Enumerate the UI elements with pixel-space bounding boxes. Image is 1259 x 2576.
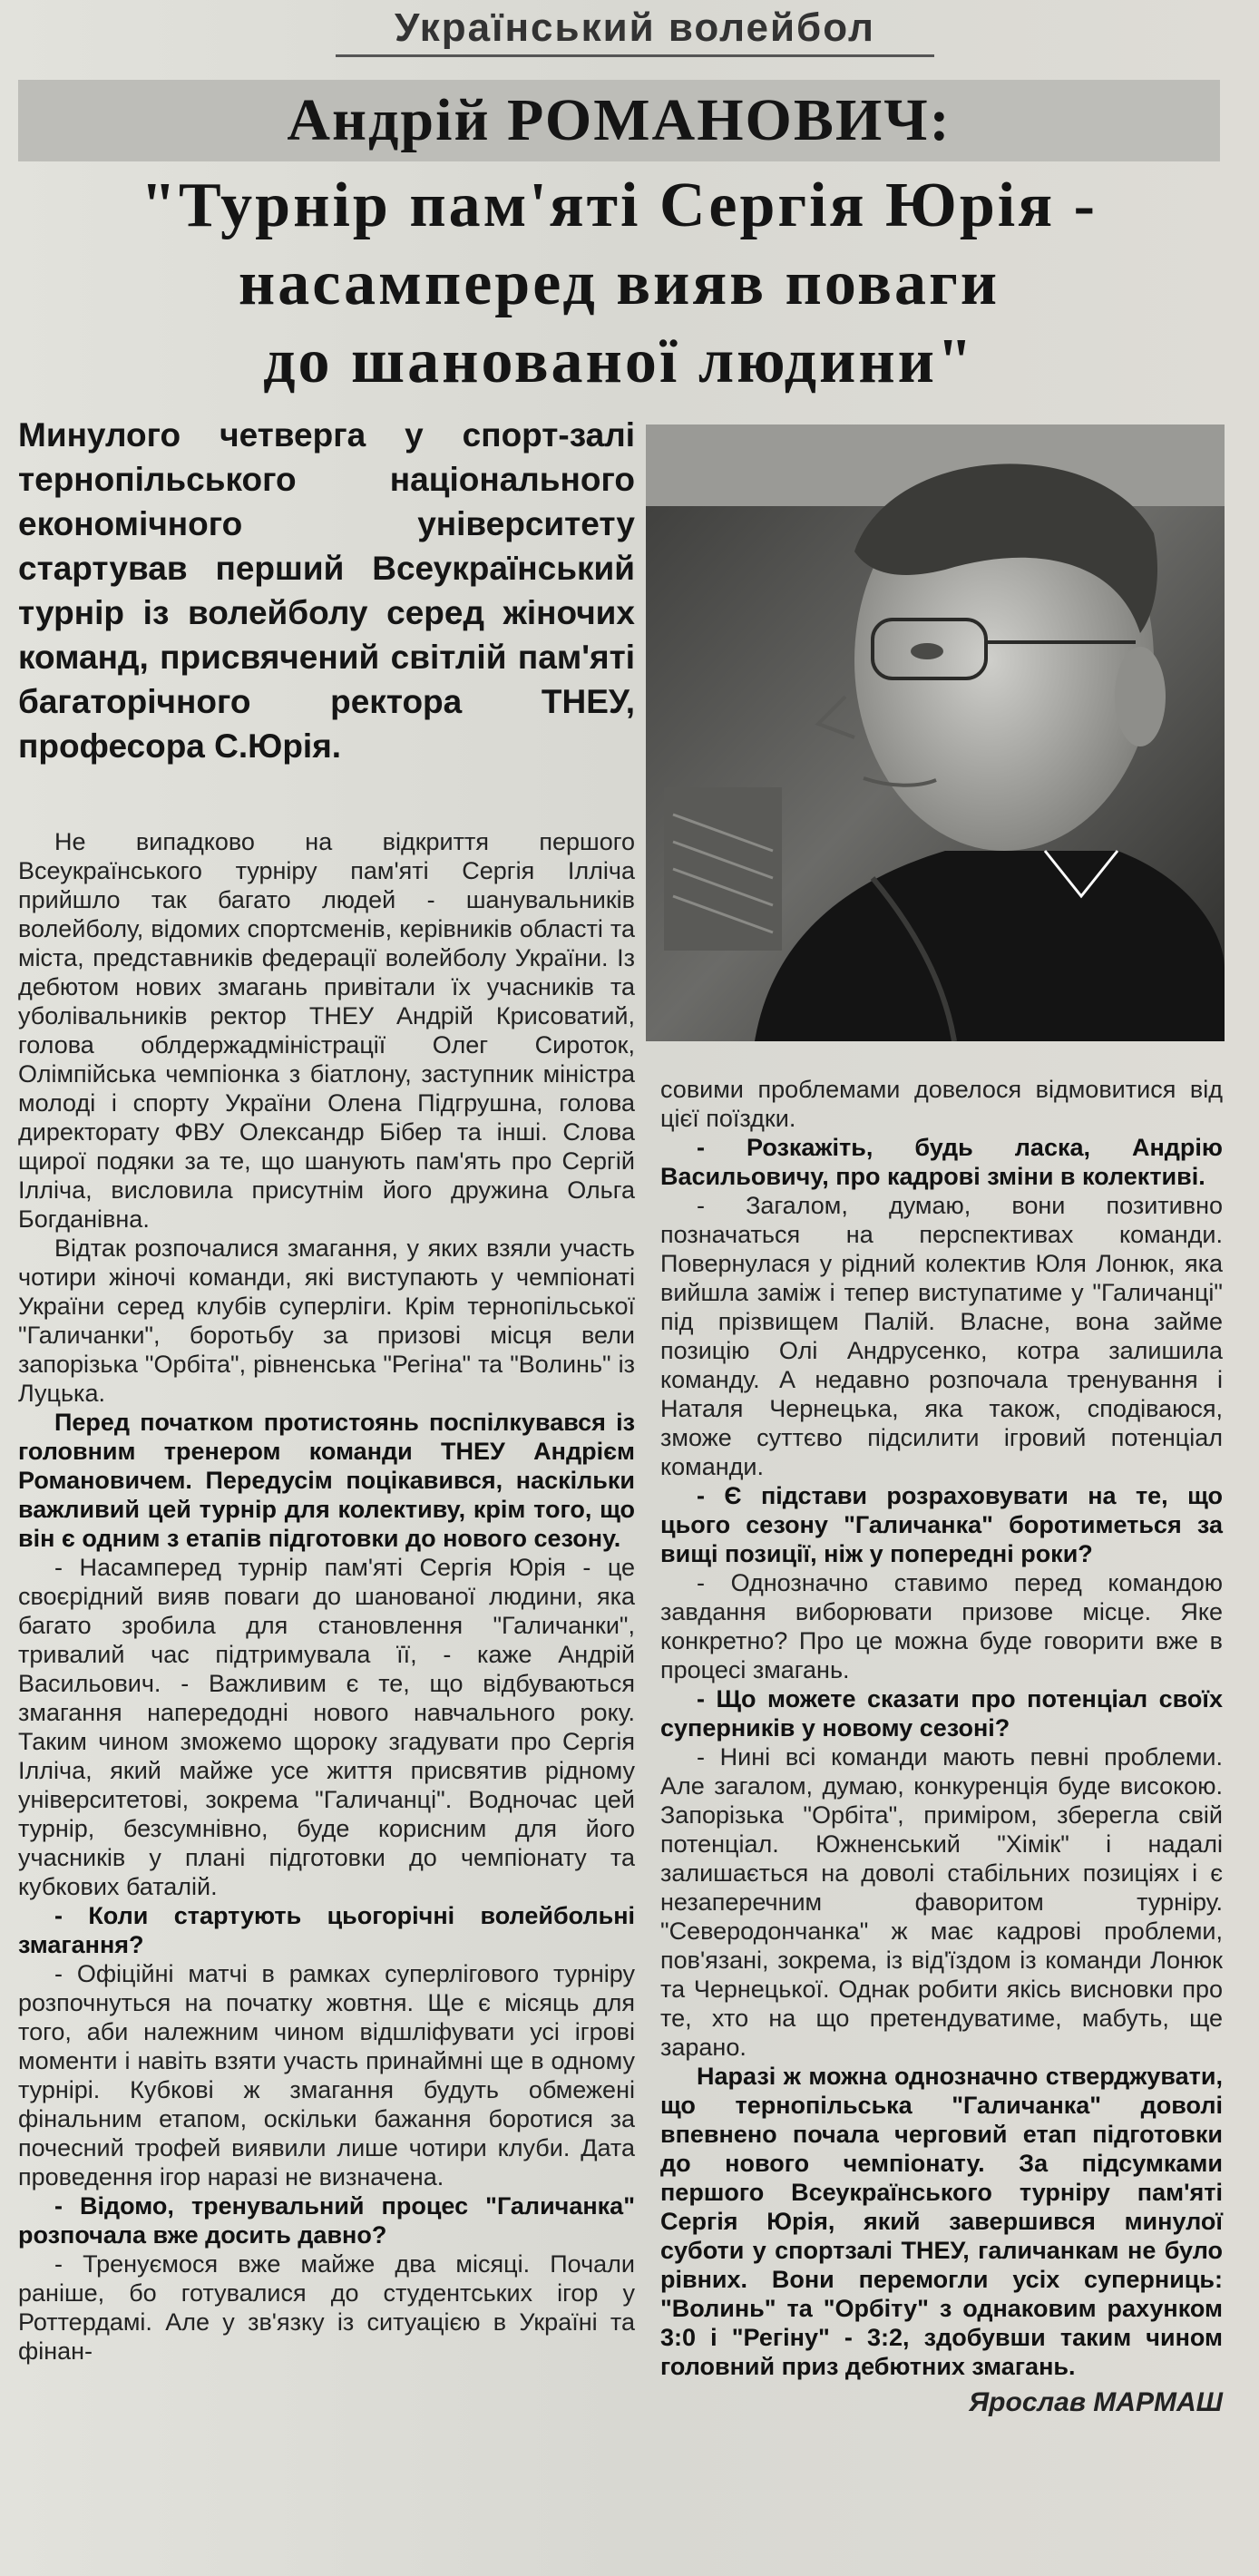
interviewee-name: Андрій РОМАНОВИЧ:: [287, 87, 952, 153]
interview-question: - Розкажіть, будь ласка, Андрію Васильовичу, про кадрові зміни в колективі.: [660, 1134, 1223, 1190]
body-paragraph: Не випадково на відкриття першого Всеукраїнського турніру пам'яті Сергія Ілліча прийшло так багато людей - шанувальників волейболу, відомих спортсменів, керівників області та міста, представників федерації волейболу України. Із дебютом нових змагань привітали їх учасників та уболівальників ректор ТНЕУ Андрій Крисоватий, голова облдержадміністрації Олег Сироток, Олімпійська чемпіонка з біатлону, заступник міністра молоді і спорту України Олена Підгрушна, голова директорату ФВУ Олександр Бібер та інші. Слова щирої подяки за те, що шанують пам'ять про Сергій Ілліча, висловила присутнім його дружина Ольга Богданівна.: [18, 828, 635, 1233]
interview-question: - Що можете сказати про потенціал своїх суперників у новому сезоні?: [660, 1685, 1223, 1742]
headline-line: "Турнір пам'яті Сергія Юрія -: [141, 171, 1098, 240]
interview-answer: совими проблемами довелося відмовитися від цієї поїздки.: [660, 1076, 1223, 1132]
headline-line: насамперед вияв поваги: [238, 249, 1000, 318]
interview-answer: - Однозначно ставимо перед командою завдання виборювати призове місце. Яке конкретно? Про це можна буде говорити вже в процесі змагань.: [660, 1569, 1223, 1683]
article-headline: [18, 167, 1220, 403]
body-paragraph: Відтак розпочалися змагання, у яких взяли участь чотири жіночі команди, які виступають у чемпіонаті України серед клубів суперліги. Крім тернопільської "Галичанки", боротьбу за призові місця вели запорізька "Орбіта", рівненська "Регіна" та "Волинь" із Луцька.: [18, 1234, 635, 1407]
section-rubric: Український волейбол: [336, 2, 934, 57]
author-byline: Ярослав МАРМАШ: [969, 2387, 1223, 2417]
interview-answer: - Тренуємося вже майже два місяці. Почали раніше, бо готувалися до студентських ігор у Роттердамі. Але у зв'язку із ситуацією в Україні та фінан-: [18, 2250, 635, 2365]
interview-answer: - Загалом, думаю, вони позитивно позначаться на перспективах команди. Повернулася у рідний колектив Юля Лонюк, яка вийшла заміж і тепер виступатиме у "Галичанці" під прізвищем Палій. Власне, вона займе позицію Олі Андрусенко, котра залишила команду. А недавно розпочала тренування і Наталя Чернецька, яка також, сподіваюся, зможе суттєво підсилити ігровий потенціал команди.: [660, 1192, 1223, 1480]
interview-question: - Є підстави розраховувати на те, що цього сезону "Галичанка" боротиметься за вищі позиції, ніж у попередні роки?: [660, 1482, 1223, 1567]
interview-question: Перед початком протистоянь поспілкувався із головним тренером команди ТНЕУ Андрієм Романовичем. Передусім поцікавився, наскільки важливий цей турнір для колективу, крім того, що він є одним з етапів підготовки до нового сезону.: [18, 1409, 635, 1552]
article-column-left: [18, 827, 635, 2560]
headline-line: до шанованої людини": [263, 327, 975, 396]
interview-answer: - Офіційні матчі в рамках суперлігового турніру розпочнуться на початку жовтня. Ще є місяць для того, аби належним чином відшліфувати усі ігрові моменти і навіть взяти участь принаймні ще в одному турнірі. Кубкові ж змагання будуть обмежені фінальним етапом, оскільки бажання боротися за почесний трофей виявили лише чотири клуби. Дата проведення ігор наразі не визначена.: [18, 1960, 635, 2191]
lead-paragraph: Минулого четверга у спорт-залі тернопільського національного економічного університету стартував перший Всеукраїнський турнір із волейболу серед жіночих команд, присвячений світлій пам'яті багаторічного ректора ТНЕУ, професора С.Юрія.: [18, 416, 635, 765]
article-column-right: [660, 1075, 1223, 2562]
interview-answer: - Нині всі команди мають певні проблеми. Але загалом, думаю, конкуренція буде високою. Запорізька "Орбіта", приміром, зберегла свій потенціал. Южненський "Хімік" і надалі залишається на доволі стабільних позиціях і є незаперечним фаворитом турніру. "Северодончанка" ж має кадрові проблеми, пов'язані, зокрема, із від'їздом із команди Лонюк та Чернецької. Однак робити якісь висновки про те, хто на що претендуватиме, мабуть, ще зарано.: [660, 1743, 1223, 2061]
closing-paragraph: Наразі ж можна однозначно стверджувати, що тернопільська "Галичанка" доволі впевнено почала черговий етап підготовки до нового чемпіонату. За підсумками першого Всеукраїнського турніру пам'яті Сергія Юрія, який завершився минулої суботи у спортзалі ТНЕУ, галичанкам не було рівних. Вони перемогли усіх суперниць: "Волинь" та "Орбіту" з однаковим рахунком 3:0 і "Регіну" - 3:2, здобувши таким чином головний приз дебютних змагань.: [660, 2063, 1223, 2380]
interview-question: - Відомо, тренувальний процес "Галичанка" розпочала вже досить давно?: [18, 2192, 635, 2249]
interview-question: - Коли стартують цьогорічні волейбольні змагання?: [18, 1902, 635, 1958]
coach-photo: [646, 424, 1225, 1041]
interview-answer: - Насамперед турнір пам'яті Сергія Юрія - це своєрідний вияв поваги до шанованої людини, яка багато зробила для становлення "Галичанки", тривалий час підтримувала її, - каже Андрій Васильович. - Важливим є те, що відбуваються змагання напередодні нового навчального року. Таким чином зможемо щороку згадувати про Сергія Ілліча, який майже усе життя присвятив рідному університетові, зокрема "Галичанці". Водночас цей турнір, безсумнівно, буде корисним для його учасників у плані підготовки до чемпіонату та кубкових баталій.: [18, 1554, 635, 1900]
